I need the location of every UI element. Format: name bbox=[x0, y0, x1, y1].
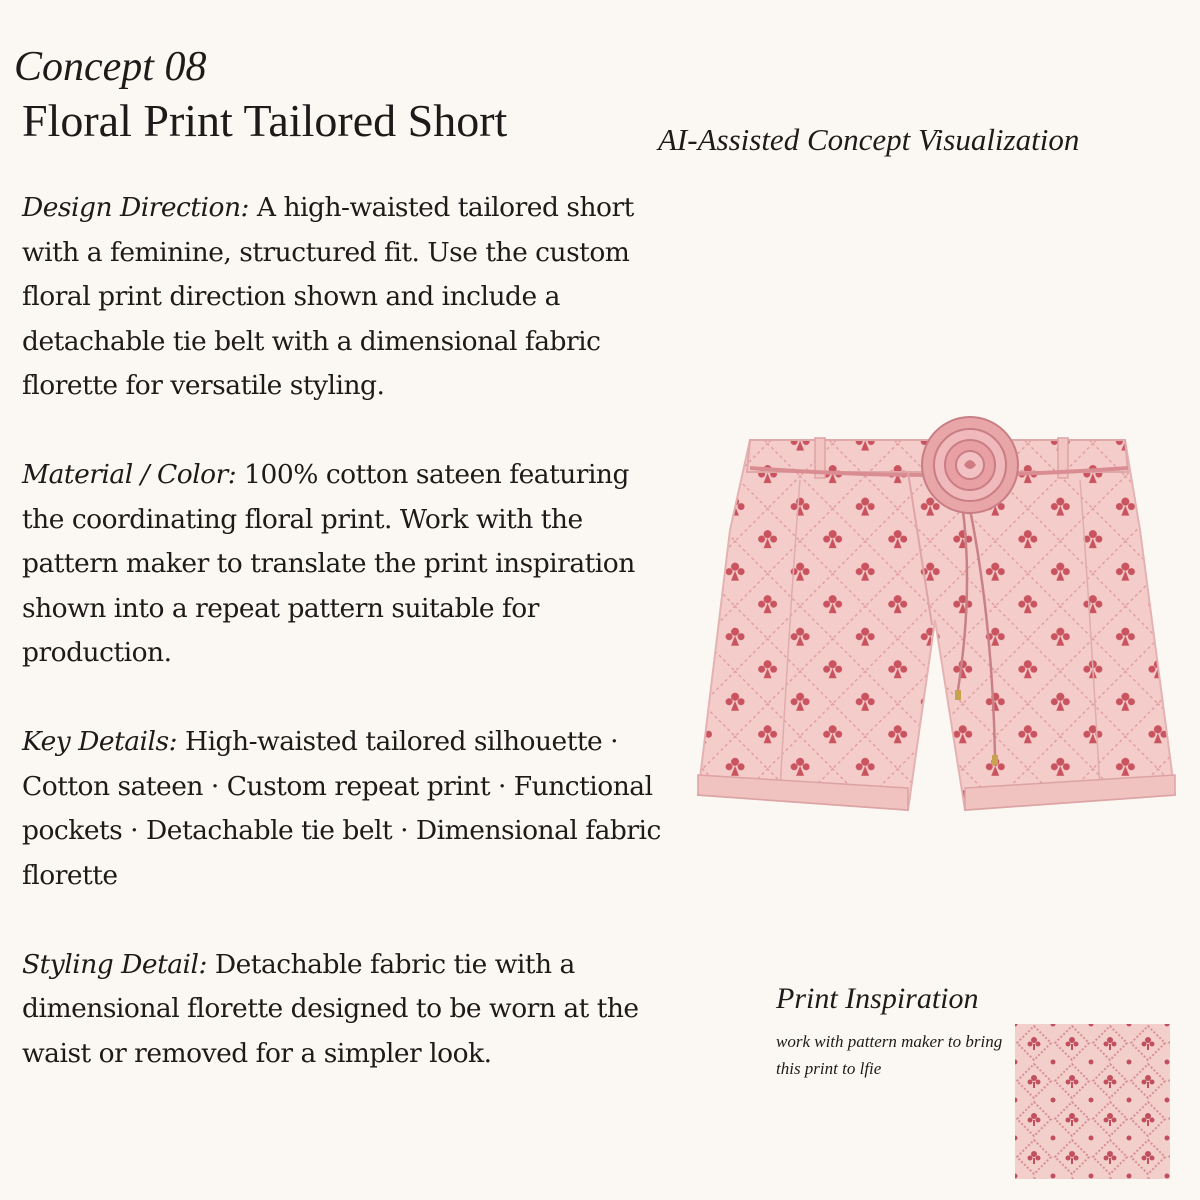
section-text: High-waisted tailored silhouette · Cotton sateen · Custom repeat print · Functional pockets · Detachable tie belt · Dimensional fabric florette bbox=[22, 726, 661, 891]
section-label: Material / Color: bbox=[22, 459, 237, 490]
section-styling-detail bbox=[22, 943, 662, 1077]
concept-number: Concept 08 bbox=[14, 44, 207, 90]
section-key-details bbox=[22, 720, 662, 898]
section-label: Styling Detail: bbox=[22, 948, 207, 980]
section-label: Design Direction: bbox=[22, 192, 249, 223]
section-text: Detachable fabric tie with a dimensional florette designed to be worn at the waist or removed for a simpler look. bbox=[22, 948, 639, 1069]
florette bbox=[922, 417, 1018, 513]
section-design-direction bbox=[22, 186, 662, 409]
section-text: A high-waisted tailored short with a feminine, structured fit. Use the custom floral print direction shown and include a detachable tie belt with a dimensional fabric florette for versatile styling. bbox=[22, 192, 634, 401]
shorts-illustration bbox=[670, 410, 1190, 840]
section-material-color bbox=[22, 453, 662, 676]
section-text: 100% cotton sateen featuring the coordinating floral print. Work with the pattern maker to translate the print inspiration shown into a repeat pattern suitable for production. bbox=[22, 459, 635, 668]
page-title: Floral Print Tailored Short bbox=[22, 95, 508, 146]
description-body bbox=[22, 186, 662, 1121]
print-swatch bbox=[1015, 1024, 1170, 1179]
print-inspiration-note: work with pattern maker to bring this print to lfie bbox=[776, 1032, 1003, 1078]
print-inspiration-title: Print Inspiration bbox=[776, 982, 979, 1015]
section-label: Key Details: bbox=[22, 726, 178, 757]
visualization-label: AI-Assisted Concept Visualization bbox=[658, 122, 1080, 157]
